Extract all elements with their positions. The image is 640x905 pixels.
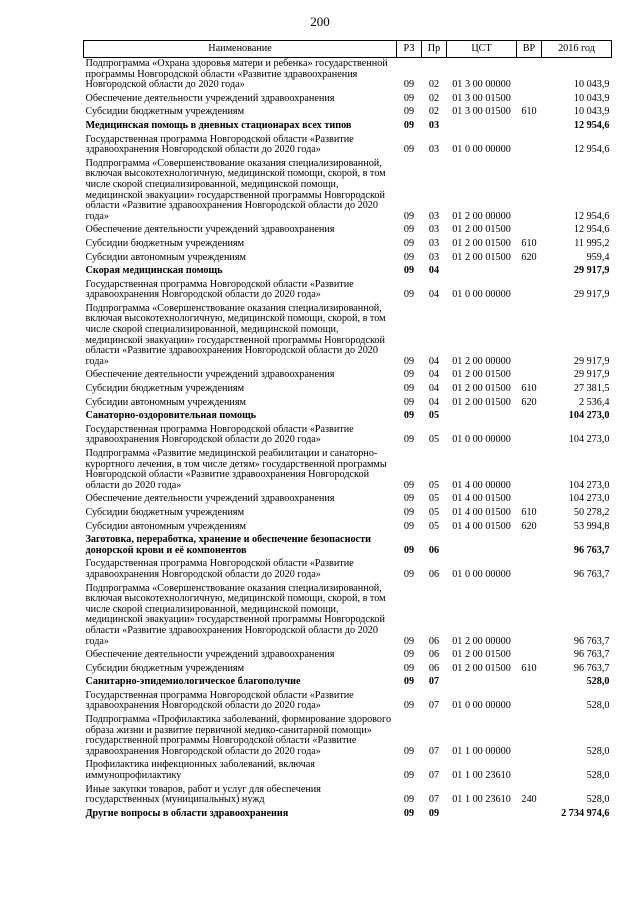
row-name-cell: Субсидии бюджетным учреждениям: [85, 237, 245, 249]
row-name-cell: Субсидии бюджетным учреждениям: [85, 506, 245, 518]
row-amount-cell: 528,0: [586, 700, 610, 712]
row-amount-cell: 12 954,6: [573, 210, 610, 222]
row-amount-cell: 959,4: [586, 251, 610, 263]
row-amount-cell: 53 994,8: [573, 520, 610, 532]
row-name-cell: Подпрограмма «Профилактика заболеваний, формирование здорового образа жизни и развитие первичной медико-санитарной помощи» государственной программы Новгородской области «Развитие здравоохранения Новгородской области до 2020 года»: [85, 714, 392, 757]
row-cst-cell: 01 1 00 00000: [452, 745, 511, 757]
row-name-cell: Скорая медицинская помощь: [85, 265, 223, 277]
row-cst-cell: 01 2 00 01500: [452, 251, 511, 263]
table-row: [84, 410, 612, 424]
row-pr-cell: 04: [428, 369, 440, 381]
row-vr-cell: 620: [521, 251, 537, 263]
row-name-cell: Профилактика инфекционных заболеваний, включая иммунопрофилактику: [85, 759, 315, 782]
table-row: [84, 106, 612, 120]
row-vr-cell: [517, 93, 542, 107]
row-cst-cell: [447, 410, 517, 424]
row-pr-cell: 02: [428, 92, 440, 104]
table-row: [84, 534, 612, 558]
row-rz-cell: 09: [403, 544, 415, 556]
row-pr-cell: 03: [428, 144, 440, 156]
row-name-cell: Санитарно-эпидемиологическое благополучие: [85, 676, 301, 688]
row-rz-cell: 09: [403, 355, 415, 367]
row-vr-cell: [517, 808, 542, 822]
header-rz: РЗ: [397, 41, 422, 58]
row-name-cell: Обеспечение деятельности учреждений здравоохранения: [85, 493, 335, 505]
table-row: [84, 279, 612, 303]
row-amount-cell: 50 278,2: [573, 506, 610, 518]
row-rz-cell: 09: [403, 794, 415, 806]
row-rz-cell: 09: [403, 807, 415, 819]
row-vr-cell: [517, 676, 542, 690]
row-cst-cell: 01 0 00 00000: [452, 568, 511, 580]
row-pr-cell: 05: [428, 479, 440, 491]
row-pr-cell: 06: [428, 568, 440, 580]
row-rz-cell: 09: [403, 383, 415, 395]
row-cst-cell: 01 2 00 00000: [452, 355, 511, 367]
row-vr-cell: [517, 534, 542, 558]
row-rz-cell: 09: [403, 396, 415, 408]
row-cst-cell: 01 2 00 01500: [452, 649, 511, 661]
row-pr-cell: 06: [428, 635, 440, 647]
row-rz-cell: 09: [403, 369, 415, 381]
row-pr-cell: 05: [428, 493, 440, 505]
row-name-cell: Подпрограмма «Охрана здоровья матери и ребенка» государственной программы Новгородской области «Развитие здравоохранения Новгородской области до 2020 года»: [85, 58, 388, 91]
row-cst-cell: [447, 808, 517, 822]
row-name-cell: Субсидии бюджетным учреждениям: [85, 383, 245, 395]
row-name-cell: Санаторно-оздоровительная помощь: [85, 410, 257, 422]
row-cst-cell: 01 0 00 00000: [452, 434, 511, 446]
row-cst-cell: 01 2 00 01500: [452, 383, 511, 395]
row-cst-cell: [447, 120, 517, 134]
row-cst-cell: 01 0 00 00000: [452, 144, 511, 156]
row-pr-cell: 07: [428, 770, 440, 782]
row-pr-cell: 05: [428, 506, 440, 518]
row-cst-cell: 01 4 00 01500: [452, 493, 511, 505]
row-cst-cell: 01 1 00 23610: [452, 794, 511, 806]
row-cst-cell: 01 1 00 23610: [452, 770, 511, 782]
row-vr-cell: 610: [521, 662, 537, 674]
row-rz-cell: 09: [403, 92, 415, 104]
row-name-cell: Подпрограмма «Совершенствование оказания специализированной, включая высокотехнологичную, медицинской помощи, скорой, в том числе скорой специализированной, медицинской помощи, медицинской эвакуации» государственной программы Новгородской области «Развитие здравоохранения Новгородской области до 2020 года»: [85, 582, 386, 647]
row-pr-cell: 07: [428, 745, 440, 757]
row-cst-cell: 01 0 00 00000: [452, 700, 511, 712]
row-name-cell: Другие вопросы в области здравоохранения: [85, 807, 289, 819]
header-cst: ЦСТ: [447, 41, 517, 58]
row-amount-cell: 104 273,0: [568, 479, 610, 491]
row-pr-cell: 05: [428, 520, 440, 532]
row-pr-cell: 03: [428, 224, 440, 236]
row-pr-cell: 07: [428, 794, 440, 806]
row-amount-cell: 10 043,9: [573, 106, 610, 118]
header-name: Наименование: [84, 41, 397, 58]
row-rz-cell: 09: [403, 119, 415, 131]
table-row: [84, 303, 612, 370]
table-header-row: [84, 41, 612, 58]
table-row: [84, 663, 612, 677]
row-pr-cell: 07: [428, 700, 440, 712]
header-year: 2016 год: [542, 41, 612, 58]
row-amount-cell: 10 043,9: [573, 92, 610, 104]
row-pr-cell: 06: [428, 662, 440, 674]
table-body: [84, 58, 612, 822]
row-name-cell: Государственная программа Новгородской области «Развитие здравоохранения Новгородской области до 2020 года»: [85, 133, 354, 156]
row-name-cell: Подпрограмма «Совершенствование оказания специализированной, включая высокотехнологичную, медицинской помощи, скорой, в том числе скорой специализированной, медицинской помощи, медицинской эвакуации» государственной программы Новгородской области «Развитие здравоохранения Новгородской области до 2020 года»: [85, 302, 386, 367]
row-vr-cell: [517, 120, 542, 134]
budget-table: [83, 40, 612, 821]
row-cst-cell: 01 3 00 01500: [452, 92, 511, 104]
table-row: [84, 759, 612, 783]
row-vr-cell: [517, 58, 542, 93]
row-vr-cell: [517, 158, 542, 225]
row-pr-cell: 05: [428, 434, 440, 446]
row-vr-cell: 610: [521, 506, 537, 518]
row-name-cell: Медицинская помощь в дневных стационарах всех типов: [85, 119, 352, 131]
table-row: [84, 424, 612, 448]
row-rz-cell: 09: [403, 210, 415, 222]
table-row: [84, 158, 612, 225]
row-name-cell: Субсидии бюджетным учреждениям: [85, 662, 245, 674]
row-pr-cell: 09: [428, 807, 440, 819]
row-amount-cell: 12 954,6: [573, 144, 610, 156]
row-amount-cell: 2 734 974,6: [561, 807, 610, 819]
row-cst-cell: 01 2 00 01500: [452, 396, 511, 408]
row-vr-cell: [517, 369, 542, 383]
table-row: [84, 714, 612, 759]
row-cst-cell: 01 2 00 01500: [452, 369, 511, 381]
row-pr-cell: 04: [428, 355, 440, 367]
table-row: [84, 521, 612, 535]
row-name-cell: Субсидии автономным учреждениям: [85, 520, 246, 532]
row-pr-cell: 06: [428, 544, 440, 556]
row-vr-cell: 610: [521, 237, 537, 249]
row-amount-cell: 528,0: [586, 676, 610, 688]
row-pr-cell: 03: [428, 251, 440, 263]
row-name-cell: Субсидии автономным учреждениям: [85, 251, 246, 263]
row-rz-cell: 09: [403, 662, 415, 674]
row-amount-cell: 12 954,6: [573, 224, 610, 236]
table-row: [84, 120, 612, 134]
row-amount-cell: 96 763,7: [573, 662, 610, 674]
row-vr-cell: [517, 224, 542, 238]
row-name-cell: Государственная программа Новгородской области «Развитие здравоохранения Новгородской области до 2020 года»: [85, 278, 354, 301]
table-row: [84, 493, 612, 507]
row-rz-cell: 09: [403, 635, 415, 647]
row-vr-cell: 610: [521, 106, 537, 118]
row-amount-cell: 104 273,0: [568, 434, 610, 446]
table-row: [84, 784, 612, 808]
row-vr-cell: [517, 448, 542, 493]
row-cst-cell: [447, 265, 517, 279]
row-rz-cell: 09: [403, 520, 415, 532]
table-row: [84, 224, 612, 238]
row-vr-cell: [517, 558, 542, 582]
row-pr-cell: 04: [428, 396, 440, 408]
table-row: [84, 558, 612, 582]
row-rz-cell: 09: [403, 106, 415, 118]
row-pr-cell: 05: [428, 410, 440, 422]
row-amount-cell: 10 043,9: [573, 79, 610, 91]
table-row: [84, 676, 612, 690]
row-rz-cell: 09: [403, 568, 415, 580]
row-amount-cell: 12 954,6: [573, 119, 610, 131]
row-vr-cell: 610: [521, 383, 537, 395]
row-cst-cell: 01 3 00 01500: [452, 106, 511, 118]
row-amount-cell: 528,0: [586, 770, 610, 782]
row-vr-cell: [517, 493, 542, 507]
row-name-cell: Государственная программа Новгородской области «Развитие здравоохранения Новгородской области до 2020 года»: [85, 689, 354, 712]
row-rz-cell: 09: [403, 289, 415, 301]
row-amount-cell: 528,0: [586, 745, 610, 757]
row-vr-cell: [517, 410, 542, 424]
row-pr-cell: 04: [428, 265, 440, 277]
row-pr-cell: 03: [428, 237, 440, 249]
row-rz-cell: 09: [403, 144, 415, 156]
row-rz-cell: 09: [403, 479, 415, 491]
table-row: [84, 134, 612, 158]
row-vr-cell: [517, 279, 542, 303]
table-row: [84, 265, 612, 279]
row-rz-cell: 09: [403, 770, 415, 782]
row-pr-cell: 02: [428, 79, 440, 91]
header-vr: ВР: [517, 41, 542, 58]
row-vr-cell: [517, 583, 542, 650]
row-vr-cell: 620: [521, 396, 537, 408]
row-amount-cell: 11 995,2: [574, 237, 610, 249]
row-vr-cell: [517, 134, 542, 158]
row-amount-cell: 29 917,9: [573, 369, 610, 381]
table-row: [84, 448, 612, 493]
table-row: [84, 252, 612, 266]
row-name-cell: Государственная программа Новгородской области «Развитие здравоохранения Новгородской области до 2020 года»: [85, 423, 354, 446]
row-amount-cell: 96 763,7: [573, 544, 610, 556]
table-row: [84, 583, 612, 650]
row-cst-cell: 01 0 00 00000: [452, 289, 511, 301]
row-amount-cell: 27 381,5: [573, 383, 610, 395]
row-vr-cell: 240: [521, 794, 537, 806]
row-name-cell: Заготовка, переработка, хранение и обеспечение безопасности донорской крови и её компонентов: [85, 534, 371, 556]
row-cst-cell: 01 4 00 01500: [452, 520, 511, 532]
table-row: [84, 383, 612, 397]
table-row: [84, 58, 612, 93]
row-amount-cell: 2 536,4: [578, 396, 610, 408]
row-rz-cell: 09: [403, 745, 415, 757]
row-name-cell: Обеспечение деятельности учреждений здравоохранения: [85, 369, 335, 381]
row-rz-cell: 09: [403, 649, 415, 661]
row-name-cell: Обеспечение деятельности учреждений здравоохранения: [85, 649, 335, 661]
row-amount-cell: 96 763,7: [573, 635, 610, 647]
row-rz-cell: 09: [403, 79, 415, 91]
row-amount-cell: 104 273,0: [568, 410, 610, 422]
row-vr-cell: [517, 759, 542, 783]
row-rz-cell: 09: [403, 410, 415, 422]
table-row: [84, 507, 612, 521]
row-name-cell: Подпрограмма «Совершенствование оказания специализированной, включая высокотехнологичную, медицинской помощи, скорой, в том числе скорой специализированной, медицинской помощи, медицинской эвакуации» государственной программы Новгородской области «Развитие здравоохранения Новгородской области до 2020 года»: [85, 157, 386, 222]
table-row: [84, 369, 612, 383]
row-amount-cell: 104 273,0: [568, 493, 610, 505]
row-pr-cell: 03: [428, 119, 440, 131]
row-name-cell: Обеспечение деятельности учреждений здравоохранения: [85, 92, 335, 104]
page-number: 200: [310, 14, 330, 29]
row-rz-cell: 09: [403, 434, 415, 446]
header-pr: Пр: [422, 41, 447, 58]
row-amount-cell: 528,0: [586, 794, 610, 806]
table-row: [84, 397, 612, 411]
row-name-cell: Обеспечение деятельности учреждений здравоохранения: [85, 224, 335, 236]
row-vr-cell: [517, 424, 542, 448]
row-rz-cell: 09: [403, 676, 415, 688]
row-vr-cell: [517, 649, 542, 663]
row-vr-cell: 620: [521, 520, 537, 532]
table-row: [84, 649, 612, 663]
row-cst-cell: 01 2 00 00000: [452, 210, 511, 222]
row-amount-cell: 29 917,9: [573, 289, 610, 301]
table-row: [84, 93, 612, 107]
row-pr-cell: 04: [428, 383, 440, 395]
row-vr-cell: [517, 303, 542, 370]
row-amount-cell: 96 763,7: [573, 568, 610, 580]
row-rz-cell: 09: [403, 700, 415, 712]
row-name-cell: Субсидии автономным учреждениям: [85, 396, 246, 408]
row-rz-cell: 09: [403, 251, 415, 263]
table-row: [84, 690, 612, 714]
row-rz-cell: 09: [403, 493, 415, 505]
row-pr-cell: 03: [428, 210, 440, 222]
row-pr-cell: 07: [428, 676, 440, 688]
row-name-cell: Иные закупки товаров, работ и услуг для обеспечения государственных (муниципальных) нужд: [85, 783, 321, 806]
row-cst-cell: [447, 676, 517, 690]
row-amount-cell: 29 917,9: [573, 265, 610, 277]
row-rz-cell: 09: [403, 265, 415, 277]
row-cst-cell: 01 2 00 00000: [452, 635, 511, 647]
row-cst-cell: 01 2 00 01500: [452, 662, 511, 674]
row-vr-cell: [517, 265, 542, 279]
row-name-cell: Подпрограмма «Развитие медицинской реабилитации и санаторно-курортного лечения, в том числе детям» государственной программы Новгородской области «Развитие здравоохранения Новгородской области до 2020 года»: [85, 448, 387, 491]
row-rz-cell: 09: [403, 506, 415, 518]
row-rz-cell: 09: [403, 237, 415, 249]
row-name-cell: Государственная программа Новгородской области «Развитие здравоохранения Новгородской области до 2020 года»: [85, 558, 354, 580]
row-amount-cell: 29 917,9: [573, 355, 610, 367]
row-cst-cell: 01 2 00 01500: [452, 237, 511, 249]
row-rz-cell: 09: [403, 224, 415, 236]
row-name-cell: Субсидии бюджетным учреждениям: [85, 106, 245, 118]
row-vr-cell: [517, 714, 542, 759]
row-pr-cell: 04: [428, 289, 440, 301]
row-pr-cell: 06: [428, 649, 440, 661]
table-row: [84, 808, 612, 822]
row-cst-cell: [447, 534, 517, 558]
row-amount-cell: 96 763,7: [573, 649, 610, 661]
row-cst-cell: 01 2 00 01500: [452, 224, 511, 236]
row-pr-cell: 02: [428, 106, 440, 118]
row-cst-cell: 01 4 00 01500: [452, 506, 511, 518]
row-vr-cell: [517, 690, 542, 714]
table-row: [84, 238, 612, 252]
row-cst-cell: 01 4 00 00000: [452, 479, 511, 491]
row-cst-cell: 01 3 00 00000: [452, 79, 511, 91]
